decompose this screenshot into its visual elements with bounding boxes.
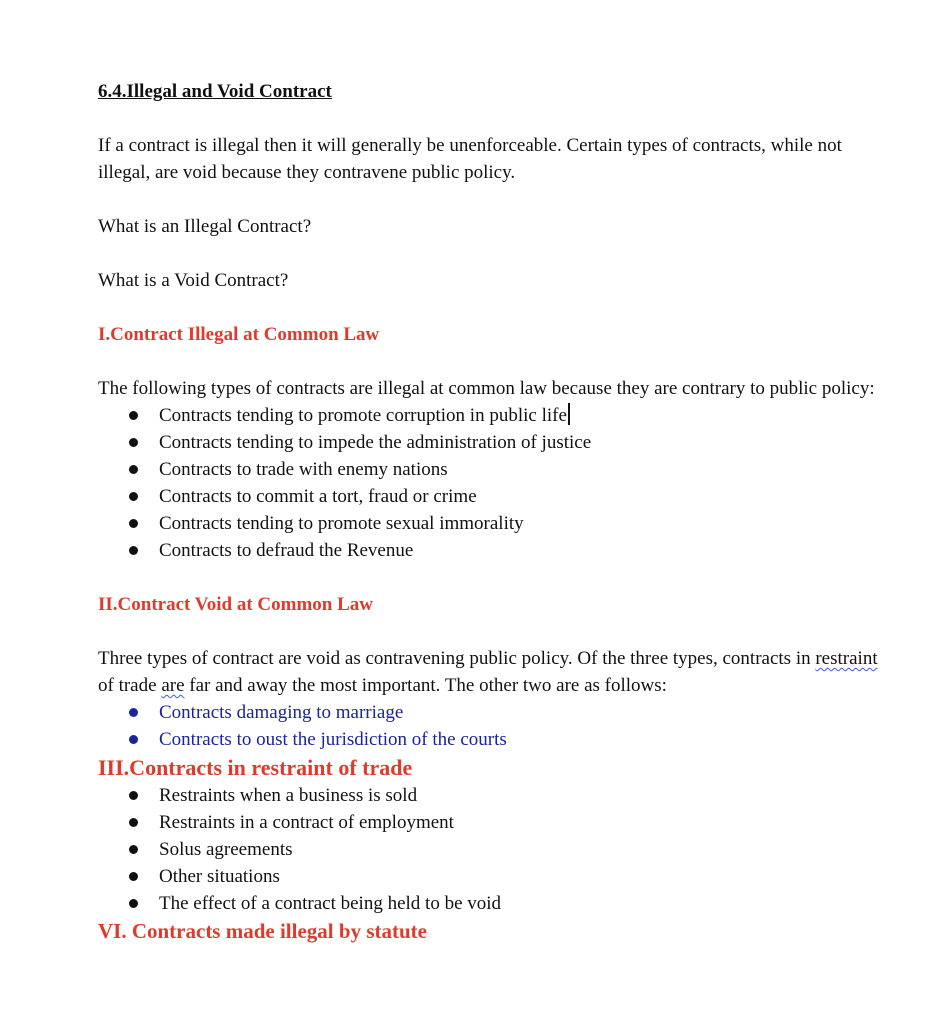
spacer <box>98 186 888 213</box>
document-title: 6.4.Illegal and Void Contract <box>98 81 332 102</box>
bullet-icon <box>129 872 138 881</box>
list-item[interactable] <box>128 782 888 809</box>
spellcheck-word-are[interactable]: are <box>161 675 185 696</box>
spacer <box>98 618 888 645</box>
text-cursor <box>568 403 570 425</box>
list-item-text: Contracts tending to promote sexual immorality <box>159 513 524 534</box>
bullet-icon <box>129 519 138 528</box>
section3-heading: III.Contracts in restraint of trade <box>98 755 413 780</box>
section2-text-part1: Three types of contract are void as contravening public policy. Of the three types, contracts in <box>98 648 816 669</box>
spacer <box>98 294 888 321</box>
list-item[interactable] <box>128 483 888 510</box>
section2-text-part3: far and away the most important. The other two are as follows: <box>184 675 667 696</box>
spacer <box>98 564 888 591</box>
spacer <box>98 105 888 132</box>
list-item[interactable] <box>128 809 888 836</box>
document-page <box>98 78 888 945</box>
bullet-icon <box>129 735 138 744</box>
intro-paragraph[interactable]: If a contract is illegal then it will generally be unenforceable. Certain types of contracts, while not illegal, are void because they contravene public policy. <box>98 135 842 183</box>
list-item[interactable] <box>128 510 888 537</box>
list-item-text: Restraints when a business is sold <box>159 785 418 806</box>
list-item-text: Contracts to trade with enemy nations <box>159 459 448 480</box>
list-item[interactable] <box>128 537 888 564</box>
question-void[interactable]: What is a Void Contract? <box>98 270 289 291</box>
bullet-icon <box>129 708 138 717</box>
list-item[interactable] <box>128 836 888 863</box>
section1-heading: I.Contract Illegal at Common Law <box>98 324 380 345</box>
list-item-text: Restraints in a contract of employment <box>159 812 454 833</box>
list-item[interactable] <box>128 402 888 429</box>
section2-text-part2: of trade <box>98 675 162 696</box>
list-item-text: Contracts tending to impede the administration of justice <box>159 432 592 453</box>
list-item-text: Contracts to commit a tort, fraud or crime <box>159 486 477 507</box>
bullet-icon <box>129 791 138 800</box>
bullet-icon <box>129 465 138 474</box>
bullet-icon <box>129 899 138 908</box>
section3-list <box>98 782 888 917</box>
section1-paragraph[interactable]: The following types of contracts are illegal at common law because they are contrary to public policy: <box>98 378 875 399</box>
spacer <box>98 240 888 267</box>
list-item-text: Contracts damaging to marriage <box>159 702 404 723</box>
spacer <box>98 348 888 375</box>
list-item-text: Contracts to defraud the Revenue <box>159 540 414 561</box>
bullet-icon <box>129 438 138 447</box>
list-item[interactable] <box>128 890 888 917</box>
list-item[interactable] <box>128 699 888 726</box>
section2-paragraph[interactable] <box>98 645 888 699</box>
list-item-text: The effect of a contract being held to be void <box>159 893 502 914</box>
bullet-icon <box>129 546 138 555</box>
spellcheck-word-restraint[interactable]: restraint <box>815 648 878 669</box>
list-item-text: Other situations <box>159 866 280 887</box>
list-item[interactable] <box>128 429 888 456</box>
section1-list <box>98 402 888 564</box>
list-item-text: Solus agreements <box>159 839 293 860</box>
list-item[interactable] <box>128 726 888 753</box>
list-item[interactable] <box>128 456 888 483</box>
bullet-icon <box>129 411 138 420</box>
question-illegal[interactable]: What is an Illegal Contract? <box>98 216 312 237</box>
list-item-text: Contracts tending to promote corruption in public life <box>159 405 567 426</box>
list-item-text: Contracts to oust the jurisdiction of the courts <box>159 729 507 750</box>
section2-heading: II.Contract Void at Common Law <box>98 594 373 615</box>
bullet-icon <box>129 492 138 501</box>
section2-list <box>98 699 888 753</box>
bullet-icon <box>129 818 138 827</box>
list-item[interactable] <box>128 863 888 890</box>
section4-heading: VI. Contracts made illegal by statute <box>98 919 427 943</box>
bullet-icon <box>129 845 138 854</box>
